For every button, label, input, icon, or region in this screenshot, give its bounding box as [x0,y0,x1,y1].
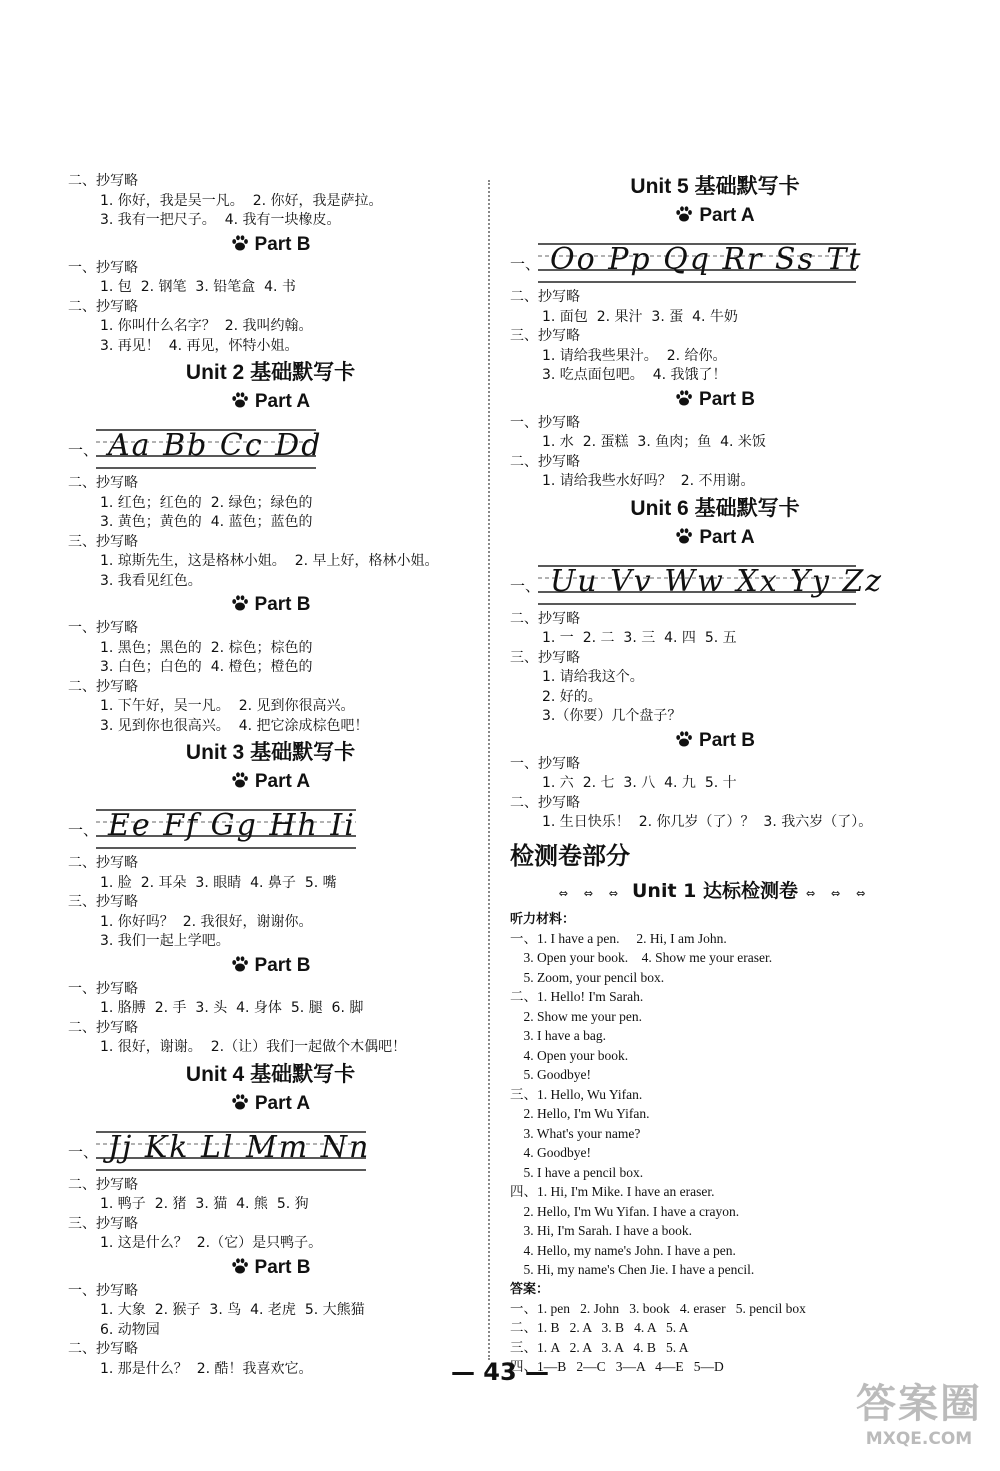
part-label: Part A [699,205,755,226]
unit-heading: Unit 4 基础默写卡 [185,1062,356,1086]
unit-heading: Unit 3 基础默写卡 [185,741,356,764]
text-line: 三、抄写略 [510,649,580,666]
text-line: 一、抄写略 [68,259,138,276]
text-line: 1. 一 2. 二 3. 三 4. 四 5. 五 [542,630,737,646]
text-line: 1. 脸 2. 耳朵 3. 眼睛 4. 鼻子 5. 嘴 [100,874,337,891]
paw-icon [675,205,693,223]
part-label: Part B [699,388,755,410]
text-line: 3. 我们一起上学吧。 [100,933,230,949]
text-line: 1. 下午好，吴一凡。 2. 见到你很高兴。 [100,698,355,714]
part-heading [68,952,473,980]
handwritten-letters: Ee Ff Gg Hh Ii [108,808,356,843]
listening-line: 5. Hi, my name's Chen Jie. I have a pencil. [510,1262,755,1277]
part-label: Part A [254,1092,311,1114]
answer-line: 一、1. pen 2. John 3. book 4. eraser 5. pencil box [510,1300,806,1316]
handwriting-row [510,554,920,606]
text-line: 一、抄写略 [68,980,138,997]
paw-icon [231,1093,249,1111]
handwriting-box [538,240,863,284]
text-line: 3. 我看见红色。 [100,572,202,589]
listening-line: 二、1. Hello! I'm Sarah. [510,989,644,1004]
text-line: 1. 红色；红色的 2. 绿色；绿色的 [100,494,313,511]
part-heading [510,524,920,552]
unit-heading: Unit 2 基础默写卡 [185,361,356,384]
listening-line: 4. Open your book. [510,1047,629,1063]
text-line: 3. 我有一把尺子。 4. 我有一块橡皮。 [100,212,341,228]
text-line: 1. 水 2. 蛋糕 3. 鱼肉；鱼 4. 米饭 [542,434,766,450]
text-line: 1. 琼斯先生，这是格林小姐。 2. 早上好，格林小姐。 [100,553,439,569]
paw-icon [675,730,693,748]
listening-line: 5. Goodbye! [510,1067,591,1082]
text-line: 二、抄写略 [68,1341,138,1357]
listening-line: 2. Hello, I'm Wu Yifan. [510,1106,650,1121]
part-label: Part A [699,526,755,548]
handwriting-box [96,806,356,850]
text-line: 三、抄写略 [68,533,138,550]
question-number: 一、 [510,576,541,595]
part-label: Part B [254,594,311,615]
part-label: Part B [699,729,755,751]
handwriting-row [68,418,473,470]
text-line: 一、抄写略 [68,620,138,636]
paw-icon [231,771,249,789]
listening-line: 2. Hello, I'm Wu Yifan. I have a crayon. [510,1203,740,1219]
unit-heading: Unit 5 基础默写卡 [630,175,800,198]
text-line: 3. 再见！ 4. 再见，怀特小姐。 [100,337,299,354]
text-line: 1. 面包 2. 果汁 3. 蛋 4. 牛奶 [542,308,738,325]
watermark [856,1372,982,1449]
text-line: 1. 这是什么？ 2.（它）是只鸭子。 [100,1235,323,1251]
paw-icon [231,234,249,252]
text-line: 3. 白色；白色的 4. 橙色；橙色的 [100,659,313,675]
listening-line: 3. What's your name? [510,1125,641,1141]
text-line: 一、抄写略 [510,414,580,431]
handwriting-box [538,562,884,606]
text-line: 1. 大象 2. 猴子 3. 鸟 4. 老虎 5. 大熊猫 [100,1302,365,1318]
part-heading [510,727,920,755]
listening-line: 四、1. Hi, I'm Mike. I have an eraser. [510,1184,715,1199]
text-line: 1. 包 2. 钢笔 3. 铅笔盒 4. 书 [100,279,296,295]
test-title [510,875,920,910]
column-divider [488,180,490,1360]
part-label: Part B [254,233,311,255]
listening-line: 4. Goodbye! [510,1145,591,1160]
right-column [510,172,920,1377]
question-number: 一、 [68,1142,99,1161]
text-line: 1. 鸭子 2. 猪 3. 猫 4. 熊 5. 狗 [100,1196,309,1212]
part-heading [68,1090,473,1118]
text-line: 1. 请给我些果汁。 2. 给你。 [542,347,727,364]
text-line: 3. 吃点面包吧。 4. 我饿了！ [542,367,727,383]
text-line: 6. 动物园 [100,1321,160,1338]
question-number: 一、 [68,441,99,459]
unit-heading: Unit 6 基础默写卡 [630,496,800,520]
listening-line: 4. Hello, my name's John. I have a pen. [510,1242,736,1258]
text-line: 二、抄写略 [510,289,580,305]
listening-line: 3. Open your book. 4. Show me your eraser. [510,950,773,965]
text-line: 二、抄写略 [68,173,138,189]
text-line: 一、抄写略 [68,1282,138,1299]
text-line: 3. 黄色；黄色的 4. 蓝色；蓝色的 [100,514,313,530]
question-number: 一、 [68,821,99,839]
paw-icon [675,389,693,407]
listening-line: 一、1. I have a pen. 2. Hi, I am John. [510,930,727,946]
text-line: 1. 请给我这个。 [542,669,644,685]
part-label: Part B [254,954,311,976]
text-line: 三、抄写略 [510,328,580,344]
part-heading [68,231,473,259]
question-number: 一、 [510,255,541,273]
text-line: 二、抄写略 [68,475,138,491]
section-title: 检测卷部分 [510,842,630,870]
text-line: 二、抄写略 [68,678,138,695]
part-heading [68,591,473,619]
text-line: 1. 你好，我是吴一凡。 2. 你好，我是萨拉。 [100,192,383,209]
listening-line: 3. Hi, I'm Sarah. I have a book. [510,1223,693,1238]
part-heading [68,1254,473,1282]
listening-line: 2. Show me your pen. [510,1008,642,1024]
text-line: 1. 你好吗？ 2. 我很好，谢谢你。 [100,913,313,930]
text-line: 3.（你要）几个盘子？ [542,708,682,724]
handwritten-letters: Aa Bb Cc Dd [108,428,323,463]
text-line: 二、抄写略 [68,1176,138,1193]
listening-line: 5. Zoom, your pencil box. [510,969,665,985]
paw-icon [231,1257,249,1275]
answers-label: 答案： [510,1281,550,1297]
listening-label: 听力材料： [510,911,576,927]
text-line: 三、抄写略 [68,1215,138,1232]
text-line: 三、抄写略 [68,894,138,910]
handwriting-row [68,798,473,850]
paw-icon [231,391,249,409]
left-column [68,172,473,1379]
handwriting-box [96,1128,371,1172]
ornament-left: ⇔ ⇔ ⇔ [558,886,624,900]
listening-line: 三、1. Hello, Wu Yifan. [510,1086,643,1102]
text-line: 二、抄写略 [510,610,580,627]
part-label: Part A [254,391,311,412]
text-line: 1. 很好，谢谢。 2.（让）我们一起做个木偶吧！ [100,1039,407,1055]
handwritten-letters: Uu Vv Ww Xx Yy Zz [550,563,884,599]
test-title-text: Unit 1 达标检测卷 [632,879,798,902]
text-line: 3. 见到你也很高兴。 4. 把它涂成棕色吧！ [100,717,369,734]
page-number: — 43 — [450,1358,550,1386]
text-line: 一、抄写略 [510,755,580,772]
answer-line: 三、1. A 2. A 3. A 4. B 5. A [510,1339,689,1355]
text-line: 二、抄写略 [68,298,138,315]
part-heading [68,768,473,796]
text-line: 1. 请给我些水好吗？ 2. 不用谢。 [542,473,755,489]
handwriting-box [96,426,323,470]
part-label: Part B [254,1256,311,1278]
part-heading [510,202,920,230]
text-line: 1. 你叫什么名字？ 2. 我叫约翰。 [100,318,313,334]
text-line: 二、抄写略 [68,855,138,871]
paw-icon [231,594,249,612]
listening-line: 3. I have a bag. [510,1028,606,1043]
part-label: Part A [254,771,311,792]
handwriting-row [68,1120,473,1172]
text-line: 1. 六 2. 七 3. 八 4. 九 5. 十 [542,775,737,791]
text-line: 1. 生日快乐！ 2. 你几岁（了）？ 3. 我六岁（了）。 [542,814,873,830]
answer-line: 四、1—B 2—C 3—A 4—E 5—D [510,1359,724,1374]
paw-icon [675,527,693,545]
part-heading [510,386,920,414]
part-heading [68,388,473,416]
handwritten-letters: Oo Pp Qq Rr Ss Tt [550,242,863,277]
text-line: 二、抄写略 [510,453,580,470]
text-line: 1. 黑色；黑色的 2. 棕色；棕色的 [100,639,313,656]
answer-line: 二、1. B 2. A 3. B 4. A 5. A [510,1320,689,1335]
text-line: 二、抄写略 [68,1019,138,1036]
watermark-url: MXQE.COM [865,1429,973,1449]
handwriting-row [510,232,920,284]
paw-icon [231,955,249,973]
listening-line: 5. I have a pencil box. [510,1164,644,1180]
watermark-logo-text: 答案圈 [856,1381,982,1427]
text-line: 2. 好的。 [542,688,602,705]
text-line: 1. 胳膊 2. 手 3. 头 4. 身体 5. 腿 6. 脚 [100,1000,364,1016]
ornament-right: ⇔ ⇔ ⇔ [806,886,872,900]
text-line: 1. 那是什么？ 2. 酷！我喜欢它。 [100,1360,313,1377]
handwritten-letters: Jj Kk Ll Mm Nn [108,1129,371,1165]
text-line: 二、抄写略 [510,794,580,811]
